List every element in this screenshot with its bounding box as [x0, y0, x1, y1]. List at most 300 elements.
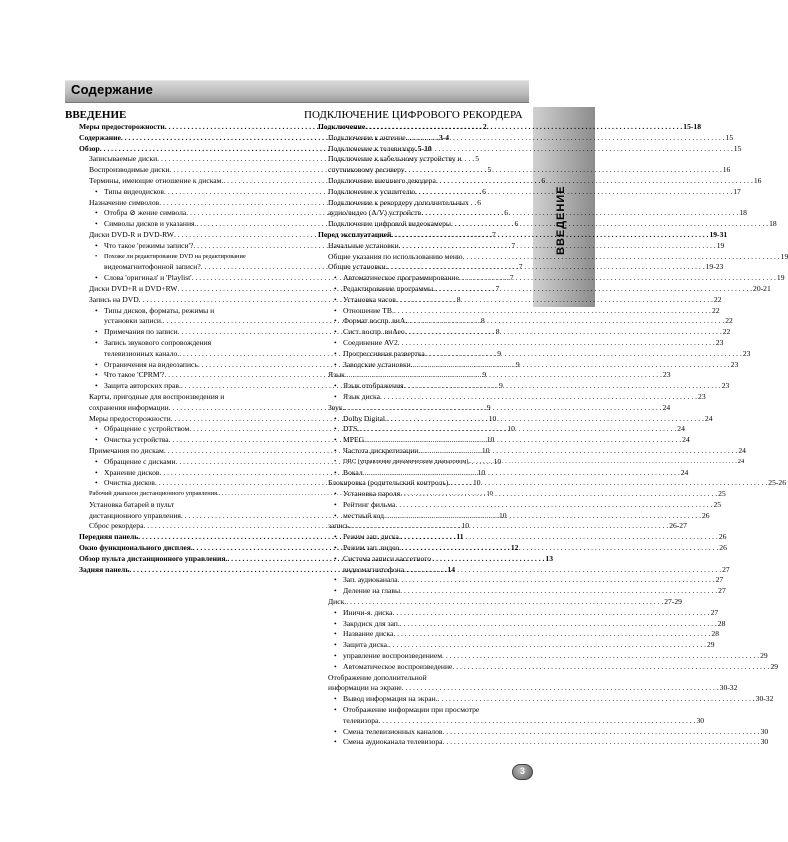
toc-entry-title: аудио/видео (A/V) устройств	[328, 208, 422, 218]
toc-entry-title: Содержание	[79, 132, 121, 142]
toc-entry-title: • Символы дисков и указания.	[95, 219, 196, 230]
toc-entry	[304, 640, 715, 651]
toc-entry-page: 24	[682, 435, 690, 445]
toc-entry	[304, 629, 719, 640]
toc-entry-page: 8	[456, 294, 461, 304]
toc-entry	[304, 705, 530, 716]
toc-entry	[304, 597, 682, 608]
toc-dot-leader	[400, 489, 717, 500]
toc-entry-page: 24	[738, 445, 746, 455]
toc-entry-title: • Язык диска	[334, 392, 380, 403]
toc-dot-leader	[345, 403, 662, 414]
toc-dot-leader	[378, 716, 695, 727]
toc-entry-page: 30	[760, 737, 769, 747]
toc-entry	[304, 381, 730, 392]
toc-entry-page: 27	[710, 607, 719, 617]
toc-entry-page: 22	[725, 316, 733, 326]
toc-entry-page: 7	[518, 262, 523, 272]
toc-entry-title: Подключение к усилителю	[328, 186, 416, 196]
toc-entry-title: информации на экране	[328, 683, 402, 693]
toc-dot-leader	[345, 370, 662, 381]
toc-dot-leader	[393, 629, 710, 640]
toc-entry-title: • местный код	[334, 511, 384, 522]
toc-entry-page: 6	[504, 208, 509, 218]
toc-dot-leader	[470, 457, 737, 468]
toc-entry-page: 24	[680, 467, 689, 477]
toc-entry-title: • Зап. аудиоканала	[334, 575, 398, 586]
toc-entry	[304, 273, 785, 284]
toc-entry	[304, 554, 530, 565]
toc-entry-page: 9	[482, 370, 487, 380]
toc-entry-title: • Обращение с дисками	[95, 457, 176, 468]
toc-entry-title: Звук.	[328, 402, 345, 412]
toc-entry	[304, 457, 745, 468]
toc-entry-page: 24	[737, 457, 745, 465]
page-title: Содержание	[71, 82, 154, 97]
toc-entry	[304, 445, 746, 457]
toc-entry-page: 19-23	[705, 262, 724, 272]
toc-entry	[304, 348, 751, 360]
toc-entry-page: 8	[495, 327, 500, 337]
toc-entry	[304, 122, 702, 133]
toc-entry-page: 7	[509, 273, 514, 283]
toc-entry-title: Диски DVD-R и DVD-RW	[89, 229, 174, 239]
toc-entry	[65, 392, 290, 403]
toc-entry-title: • Формат воспр. виА.	[334, 316, 407, 327]
toc-entry-page: 12	[510, 543, 519, 553]
toc-entry-title: • DRC (управление динамическим диапазоном).	[334, 457, 470, 468]
toc-entry-title: Меры предосторожности	[79, 122, 165, 131]
toc-entry-title: • Похоже ли редактирование DVD на редактирование	[95, 252, 246, 263]
toc-entry	[304, 489, 726, 500]
toc-entry	[304, 132, 734, 144]
toc-entry-page: 22	[711, 305, 720, 315]
toc-entry-page: 19-31	[709, 229, 728, 239]
toc-dot-leader	[398, 338, 715, 349]
toc-entry-page: 10	[486, 490, 493, 498]
toc-entry-page: 9	[515, 359, 520, 369]
toc-entry	[304, 186, 741, 198]
toc-entry-title: • Прогрессивная развертка	[334, 349, 425, 360]
toc-entry-title: установки записи.	[104, 316, 163, 326]
toc-dot-leader	[442, 727, 759, 738]
toc-dot-leader	[351, 521, 668, 532]
toc-entry-page: 28	[711, 629, 719, 639]
toc-entry	[304, 575, 724, 586]
toc-entry	[304, 165, 731, 176]
toc-entry-title: Назначение символов	[89, 197, 160, 207]
toc-entry-title: • Установка пароля	[334, 489, 400, 500]
toc-entry-title: • Запись звукового сопровождения	[95, 338, 211, 349]
toc-entry-title: Подключение к кабельному устройству и	[328, 154, 462, 164]
toc-dot-leader	[442, 651, 759, 662]
toc-entry-page: 14	[447, 564, 455, 574]
toc-entry-title: • Защита диска.	[334, 640, 389, 651]
toc-entry-page: 23	[721, 381, 730, 391]
toc-entry	[304, 499, 722, 511]
toc-entry-title: • Ограничения на видеозапись	[95, 360, 198, 371]
toc-entry-page: 23	[730, 359, 739, 369]
toc-dot-leader	[435, 284, 752, 295]
toc-dot-leader	[399, 241, 716, 252]
toc-entry-title: Общие указания по использованию меню	[328, 251, 463, 261]
toc-entry	[304, 316, 733, 327]
toc-entry	[304, 359, 739, 371]
toc-entry-page: 25-26	[768, 478, 786, 488]
toc-entry-title: • Что такое 'режимы записи'?	[95, 241, 193, 252]
toc-entry-title: • Режим зап. диска.	[334, 532, 401, 543]
toc-dot-leader	[388, 262, 705, 273]
toc-entry-title: • Обращение с устройством	[95, 424, 189, 435]
toc-entry-page: 27	[718, 586, 726, 596]
toc-entry	[304, 175, 762, 187]
toc-entry-title: Диски DVD+R и DVD+RW	[89, 283, 178, 293]
toc-entry-title: • Типы видеодисков	[95, 187, 164, 198]
toc-entry	[304, 305, 720, 317]
toc-entry-page: 15	[725, 132, 734, 142]
toc-dot-leader	[346, 597, 663, 608]
toc-entry-page: 19	[776, 273, 785, 283]
toc-entry-title: • Автоматическое программирование	[334, 273, 459, 284]
toc-entry	[304, 402, 671, 414]
toc-entry-page: 26	[718, 532, 727, 542]
toc-entry	[304, 532, 727, 543]
toc-entry-title: • Рейтинг фильма	[334, 500, 395, 511]
toc-dot-leader	[402, 683, 719, 694]
toc-entry-page: 27-29	[664, 597, 682, 607]
toc-entry-page: 15	[733, 143, 742, 153]
toc-entry-title: видеомагнитофона	[343, 564, 405, 574]
toc-dot-leader	[404, 565, 721, 576]
toc-entry-title: Воспроизводимые диски	[89, 165, 170, 175]
toc-entry-page: 29	[706, 640, 715, 650]
toc-entry	[304, 737, 769, 748]
toc-entry-page: 5-10	[417, 143, 432, 153]
toc-entry-title: Общие установки.	[328, 262, 388, 272]
toc-entry-page: 29	[770, 661, 779, 671]
toc-entry-title: • Деление на главы	[334, 586, 400, 597]
toc-dot-leader	[393, 608, 710, 619]
toc-entry-title: Подключение к телевизору	[328, 143, 416, 153]
toc-entry-title: Передняя панель	[79, 532, 139, 542]
toc-entry-page: 10	[481, 445, 490, 455]
toc-entry-title: • Очистка устройства	[95, 435, 169, 446]
toc-entry-title: • Хранение дисков	[95, 468, 159, 479]
toc-entry-page: 6	[482, 186, 486, 196]
toc-entry-page: 27	[722, 564, 730, 574]
toc-entry-page: 5	[487, 165, 492, 175]
toc-entry-page: 6	[541, 175, 546, 185]
toc-entry	[304, 521, 687, 532]
toc-entry	[65, 338, 290, 349]
toc-entry-title: • Отношение ТВ.	[334, 306, 394, 317]
toc-entry-title: • Вокал	[334, 468, 363, 479]
toc-entry-page: 17	[733, 186, 741, 196]
page-number: 3	[519, 766, 525, 776]
toc-entry	[304, 683, 738, 694]
toc-entry-page: 26	[701, 510, 710, 520]
toc-entry	[304, 370, 671, 381]
toc-entry-title: • Закрдиск для зап.	[334, 619, 400, 630]
toc-entry-page: 24	[677, 424, 685, 434]
toc-entry-title: • Редактирование программы.	[334, 284, 435, 295]
toc-entry-title: • Слова 'оригинал' и 'Playlist'	[95, 273, 192, 284]
toc-dot-leader	[415, 187, 732, 198]
toc-dot-leader	[436, 176, 753, 187]
toc-entry-page: 3-4	[438, 132, 450, 142]
toc-dot-leader	[443, 737, 760, 748]
toc-dot-leader	[407, 316, 724, 327]
toc-entry-title: Диск.	[328, 597, 347, 607]
toc-entry-title: Подключение внешнего декодера	[328, 175, 436, 185]
toc-dot-leader	[404, 381, 721, 392]
toc-entry	[304, 467, 689, 479]
toc-dot-leader	[359, 424, 676, 435]
toc-dot-leader	[413, 360, 730, 371]
toc-entry-page: 25	[713, 499, 722, 509]
toc-dot-leader	[416, 144, 733, 155]
toc-dot-leader	[364, 435, 681, 446]
toc-entry	[304, 327, 731, 338]
toc-entry	[304, 337, 724, 349]
toc-entry-title: • Название диска	[334, 629, 393, 640]
toc-entry-page: 9	[498, 381, 503, 391]
toc-entry-title: • Отобра ⊘ жение символа	[95, 208, 186, 219]
toc-dot-leader	[384, 511, 701, 522]
toc-entry	[304, 251, 788, 263]
toc-entry-title: • Отображение информации при просмотре	[334, 705, 479, 716]
toc-dot-leader	[451, 219, 768, 230]
toc-entry-title: Установка батарей в пульт	[89, 499, 175, 509]
toc-entry-title: • Автоматическое воспроизведение	[334, 662, 452, 673]
toc-dot-leader	[421, 208, 738, 219]
toc-entry-page: 19	[716, 240, 725, 250]
toc-entry-title: • Смена телевизионных каналов	[334, 727, 442, 738]
toc-entry	[304, 413, 713, 425]
toc-entry	[304, 424, 685, 435]
toc-entry-page: 30	[760, 726, 769, 736]
toc-entry-page: 30-32	[755, 694, 774, 704]
toc-entry	[304, 435, 690, 446]
toc-dot-leader	[400, 586, 717, 597]
toc-dot-leader	[387, 414, 704, 425]
toc-entry-title: Перед эксплуатацией	[318, 229, 392, 239]
toc-dot-leader	[420, 446, 737, 457]
toc-dot-leader	[459, 273, 776, 284]
toc-entry-title: • управление воспроизведением	[334, 651, 442, 662]
toc-entry	[304, 154, 530, 165]
toc-entry	[304, 143, 742, 155]
toc-entry-title: • Вывод информация на экран.	[334, 694, 438, 705]
toc-dot-leader	[401, 532, 718, 543]
toc-dot-leader	[391, 230, 708, 241]
toc-dot-leader	[463, 252, 780, 263]
toc-entry	[304, 715, 705, 727]
toc-entry-title: • Язык отображения	[334, 381, 404, 392]
toc-entry-title: • Очистка дисков	[95, 478, 155, 489]
toc-dot-leader	[425, 349, 742, 360]
toc-entry-title: • Смена аудиоканала телевизора	[334, 737, 443, 748]
toc-entry-page: 22	[713, 294, 722, 304]
toc-entry	[304, 651, 768, 662]
toc-entry-page: 23	[698, 391, 706, 401]
toc-entry-page: 8	[480, 316, 485, 326]
toc-entry-title: Примечания по дискам	[89, 445, 164, 455]
toc-entry-page: 10	[488, 413, 497, 423]
toc-entry-page: 30-32	[719, 683, 738, 693]
toc-entry-page: 7	[511, 240, 516, 250]
toc-entry-title: • Что такое 'CPRM'?	[95, 370, 164, 381]
toc-entry-title: • Сист. воспр. виАео	[334, 327, 405, 338]
toc-entry	[304, 510, 710, 522]
toc-entry-page: 30	[696, 715, 705, 725]
toc-entry-page: 2	[482, 122, 487, 131]
toc-entry-page: 23	[662, 370, 671, 380]
toc-entry-page: 26	[719, 543, 727, 553]
toc-entry	[304, 543, 727, 554]
toc-entry-title: Обзор пульта дистанционного управления.	[79, 553, 228, 563]
toc-entry	[304, 294, 722, 306]
toc-entry-title: Начальные установки	[328, 240, 399, 250]
toc-entry	[65, 252, 290, 263]
toc-entry-title: телевизионных канало.	[104, 348, 180, 358]
toc-entry-title: • Типы дисков, форматы, режимы и	[95, 306, 214, 317]
toc-entry-title: Подключение к антенне.	[328, 132, 408, 142]
toc-entry-title: спутниковому ресиверу	[328, 165, 405, 175]
toc-entry	[304, 478, 786, 489]
toc-entry-title: • Примечания по записи	[95, 327, 178, 338]
toc-entry-title: Сброс рекордера	[89, 521, 144, 531]
toc-entry-page: 10	[493, 456, 502, 466]
toc-dot-leader	[396, 295, 713, 306]
toc-entry-page: 24	[662, 402, 671, 412]
toc-entry	[304, 726, 769, 738]
toc-dot-leader	[389, 640, 706, 651]
toc-entry-page: 27	[715, 575, 724, 585]
toc-entry-title: • MPEG	[334, 435, 364, 446]
toc-entry	[65, 306, 290, 317]
toc-entry-page: 7	[492, 229, 496, 239]
toc-entry	[304, 229, 728, 241]
toc-entry	[304, 208, 747, 219]
toc-entry-page: 10	[486, 435, 495, 445]
section-heading-intro: ВВЕДЕНИЕ	[65, 109, 127, 121]
toc-entry-page: 13	[545, 553, 553, 563]
toc-dot-leader	[398, 575, 715, 586]
toc-entry-page: 26-27	[669, 521, 687, 531]
toc-entry	[304, 661, 779, 673]
toc-entry	[304, 586, 726, 597]
toc-entry-title: Подключение к рекордеру дополнительных	[328, 197, 469, 207]
toc-entry-page: 18	[769, 219, 777, 229]
toc-entry	[65, 500, 290, 511]
toc-entry-title: Обзор	[79, 143, 100, 153]
toc-entry-page: 15-18	[683, 122, 702, 131]
toc-entry-page: 10	[472, 478, 481, 488]
toc-entry-title: телевизора	[343, 715, 379, 725]
toc-entry	[304, 618, 726, 630]
toc-entry	[304, 673, 530, 684]
toc-entry-title: Рабочий диапазон дистанционного управления.	[89, 490, 219, 498]
toc-dot-leader	[405, 165, 722, 176]
toc-dot-leader	[401, 543, 718, 554]
toc-entry-title: запись.	[328, 521, 352, 531]
toc-entry-page: 25	[718, 489, 726, 499]
toc-entry-title: видеомагнитофонной записи?	[104, 262, 201, 272]
toc-dot-leader	[438, 694, 755, 705]
toc-entry-title: Запись на DVD	[89, 294, 139, 304]
toc-entry-title: • Система записи кассетного	[334, 554, 431, 565]
toc-entry-page: 9	[497, 348, 502, 358]
toc-dot-leader	[365, 122, 682, 133]
toc-dot-leader	[363, 468, 680, 479]
toc-dot-leader	[395, 500, 712, 511]
toc-entry-title: • DTS.	[334, 424, 359, 435]
toc-entry-title: Подключение цифровой видеокамеры	[328, 219, 452, 229]
toc-entry-title: Задняя панель	[79, 564, 130, 574]
toc-entry-title: дистанционного управления	[89, 510, 181, 520]
toc-entry	[304, 262, 724, 273]
toc-entry-page: 19	[780, 251, 788, 261]
toc-entry	[304, 607, 719, 619]
toc-entry-page: 29	[760, 651, 768, 661]
toc-entry	[304, 240, 725, 252]
toc-entry-title: Карты, пригодные для воспроизведения и	[89, 391, 225, 401]
toc-entry-title: • Защита авторских прав.	[95, 381, 181, 392]
toc-entry	[304, 283, 771, 295]
toc-entry-title: • Частота дискретизации.	[334, 446, 420, 457]
toc-entry	[304, 564, 730, 576]
toc-dot-leader	[450, 478, 767, 489]
toc-entry-title: • Установка часов	[334, 295, 396, 306]
toc-entry-page: 23	[742, 348, 751, 358]
toc-entry-title: Окно функционального дисплея.	[79, 543, 193, 553]
page-number-badge	[512, 764, 533, 780]
toc-dot-leader	[405, 327, 722, 338]
toc-entry-page: 10	[477, 467, 486, 477]
toc-entry-page: 10	[498, 510, 507, 520]
toc-dot-leader	[400, 619, 717, 630]
toc-entry-page: 20-21	[753, 283, 771, 293]
toc-entry-page: 7	[495, 283, 500, 293]
toc-entry-title: Меры предосторожности	[89, 413, 171, 423]
toc-entry-page: 10	[507, 424, 515, 434]
toc-entry	[304, 694, 774, 705]
toc-entry-page: 11	[456, 532, 464, 542]
toc-entry-title: Термины, имеющие отношение к дискам.	[89, 175, 224, 185]
toc-entry-title: Подключение	[318, 122, 366, 131]
toc-entry-page: 6	[514, 219, 519, 229]
page-title-banner	[65, 80, 529, 103]
toc-entry-page: 16	[722, 165, 731, 175]
toc-entry-title: • Dolby Digital.	[334, 414, 387, 425]
toc-entry-title: • Режим зап. видео.	[334, 543, 401, 554]
side-tab-label: ВВЕДЕНИЕ	[555, 185, 567, 255]
toc-entry-title: • Заводские установки.	[334, 360, 413, 371]
toc-entry-title: • Иничи-я. диска	[334, 608, 393, 619]
toc-entry-page: 23	[715, 337, 724, 347]
toc-entry-page: 24	[704, 413, 713, 423]
toc-entry-page: 28	[717, 618, 726, 628]
toc-entry	[304, 391, 706, 403]
toc-entry-page: 10	[461, 521, 470, 531]
toc-dot-leader	[394, 306, 711, 317]
toc-entry-title: Язык	[328, 370, 345, 380]
section-heading-connection: ПОДКЛЮЧЕНИЕ ЦИФРОВОГО РЕКОРДЕРА	[304, 109, 523, 121]
toc-entry-page: 22	[722, 327, 731, 337]
toc-entry-page: 18	[739, 208, 747, 218]
toc-entry	[304, 219, 777, 230]
